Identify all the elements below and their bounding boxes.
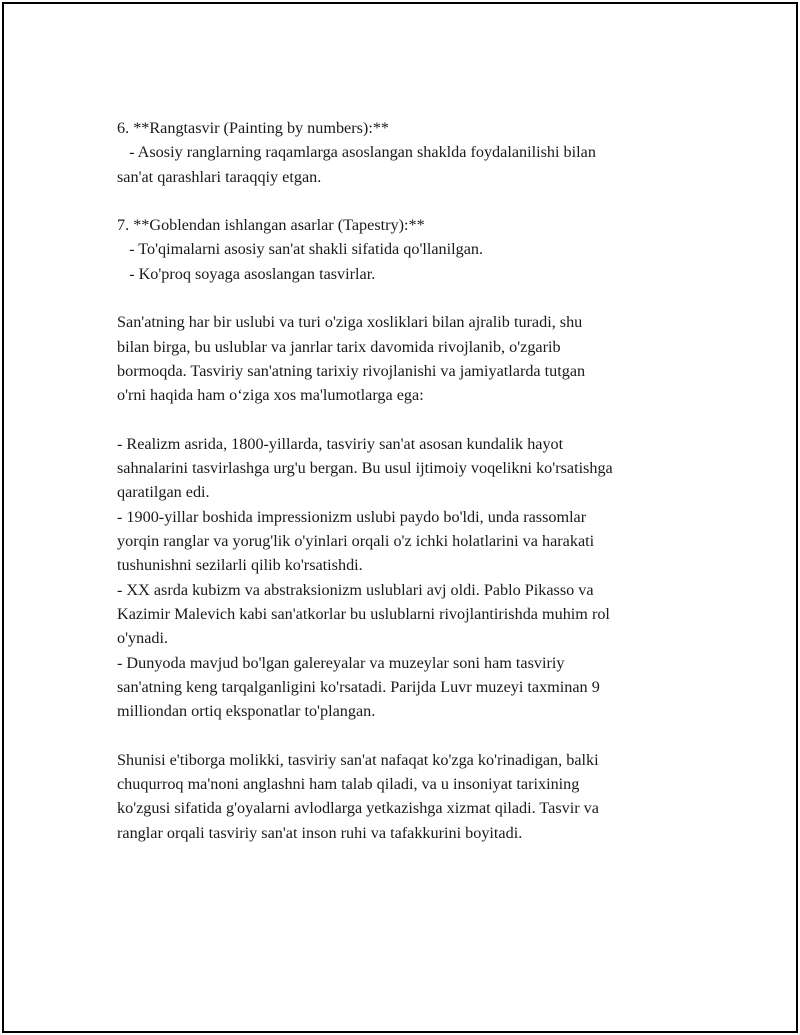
text-line: yorqin ranglar va yorug'lik o'yinlari orqali o'z ichki holatlarini va harakati [117,532,595,551]
text-line: milliondan ortiq eksponatlar to'plangan. [117,702,376,721]
list-item: - To'qimalarni asosiy san'at shakli sifatida qo'llanilgan. [117,240,484,259]
text-line: - Realizm asrida, 1800-yillarda, tasviriy san'at asosan kundalik hayot [117,434,564,453]
text-line: sahnalarini tasvirlashga urg'u bergan. Bu usul ijtimoiy voqelikni ko'rsatishga [117,459,613,478]
text-line: - XX asrda kubizm va abstraksionizm uslublari avj oldi. Pablo Pikasso va [117,580,594,599]
text-line: Shunisi e'tiborga molikki, tasviriy san'at nafaqat ko'zga ko'rinadigan, balki [117,750,599,769]
text-line: chuqurroq ma'noni anglashni ham talab qiladi, va u insoniyat tarixining [117,775,580,794]
text-line: bilan birga, bu uslublar va janrlar tarix davomida rivojlanib, o'zgarib [117,337,561,356]
list-item: - Asosiy ranglarning raqamlarga asoslangan shaklda foydalanilishi bilan [117,143,596,162]
text-line: san'atning keng tarqalganligini ko'rsatadi. Parijda Luvr muzeyi taxminan 9 [117,677,600,696]
section-heading: 7. **Goblendan ishlangan asarlar (Tapestry):** [117,216,425,235]
document-body [117,116,717,845]
list-item [117,578,717,651]
list-item: - Ko'proq soyaga asoslangan tasvirlar. [117,264,376,283]
spacer [117,189,717,213]
closing-paragraph [117,748,717,845]
spacer [117,408,717,432]
text-line: - Dunyoda mavjud bo'lgan galereyalar va muzeylar soni ham tasviriy [117,653,565,672]
list-item [117,432,717,505]
intro-paragraph [117,310,717,407]
text-line: o'ynadi. [117,629,169,648]
text-line: - 1900-yillar boshida impressionizm uslubi paydo bo'ldi, unda rassomlar [117,507,587,526]
text-line: San'atning har bir uslubi va turi o'ziga xosliklari bilan ajralib turadi, shu [117,313,583,332]
list-item [117,505,717,578]
spacer [117,286,717,310]
history-list [117,432,717,724]
text-line: ranglar orqali tasviriy san'at inson ruhi va tafakkurini boyitadi. [117,823,523,842]
text-line: san'at qarashlari taraqqiy etgan. [117,167,322,186]
section-7 [117,213,717,286]
text-line: Kazimir Malevich kabi san'atkorlar bu uslublarni rivojlantirishda muhim rol [117,604,610,623]
text-line: o'rni haqida ham o‘ziga xos ma'lumotlarga ega: [117,386,424,405]
spacer [117,723,717,747]
list-item [117,651,717,724]
text-line: tushunishni sezilarli qilib ko'rsatishdi. [117,556,363,575]
text-line: ko'zgusi sifatida g'oyalarni avlodlarga yetkazishga xizmat qiladi. Tasvir va [117,799,599,818]
section-6 [117,116,717,189]
section-heading: 6. **Rangtasvir (Painting by numbers):** [117,119,390,137]
text-line: bormoqda. Tasviriy san'atning tarixiy rivojlanishi va jamiyatlarda tutgan [117,361,586,380]
text-line: qaratilgan edi. [117,483,210,502]
